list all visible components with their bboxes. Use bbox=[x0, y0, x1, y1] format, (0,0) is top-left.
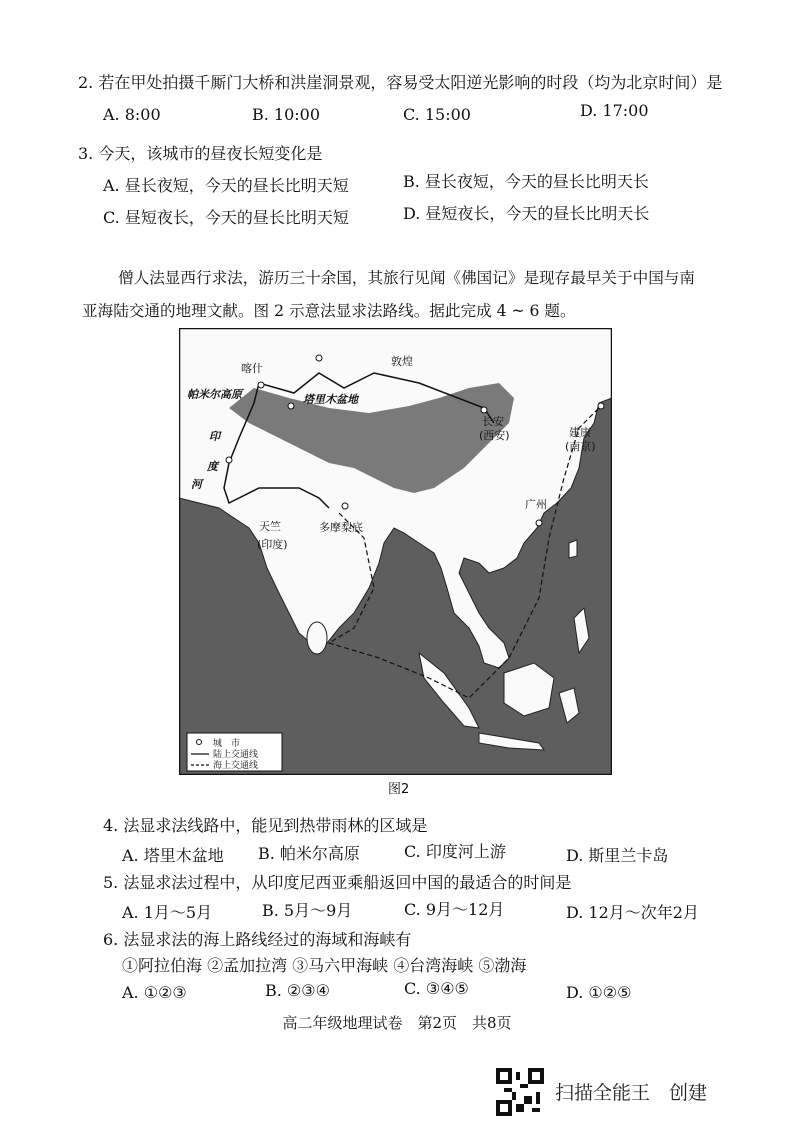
label-changan: 长安 bbox=[482, 415, 504, 428]
taiwan-island bbox=[569, 540, 577, 558]
q2-option-a: A. 8:00 bbox=[103, 105, 161, 124]
label-tianzhu: 天竺 bbox=[259, 520, 281, 533]
city-tarim bbox=[288, 403, 294, 409]
q4-stem: 4. 法显求法线路中，能见到热带雨林的区域是 bbox=[103, 816, 428, 835]
q6-stem: 6. 法显求法的海上路线经过的海域和海峡有 bbox=[103, 930, 412, 949]
page-footer: 高二年级地理试卷 第2页 共8页 bbox=[282, 1014, 512, 1032]
q2-stem: 2. 若在甲处拍摄千厮门大桥和洪崖洞景观，容易受太阳逆光影响的时段（均为北京时间）是 bbox=[78, 73, 723, 92]
label-indus-1: 印 bbox=[209, 430, 220, 443]
q6-option-a: A. ①②③ bbox=[122, 983, 187, 1002]
legend-sea: 海上交通线 bbox=[213, 761, 259, 771]
q6-option-b: B. ②③④ bbox=[265, 981, 330, 1000]
q5-option-d: D. 12月～次年2月 bbox=[566, 903, 699, 922]
passage-line-1: 僧人法显西行求法，游历三十余国，其旅行见闻《佛国记》是现存最早关于中国与南 bbox=[118, 269, 695, 287]
label-tamralipti: 多摩梨底 bbox=[319, 521, 363, 534]
q6-option-c: C. ③④⑤ bbox=[404, 979, 469, 998]
legend-land: 陆上交通线 bbox=[213, 750, 259, 760]
label-guangzhou: 广州 bbox=[525, 498, 547, 511]
passage-line-2: 亚海陆交通的地理文献。图 2 示意法显求法路线。据此完成 4 ~ 6 题。 bbox=[82, 302, 576, 320]
city-changan bbox=[481, 407, 487, 413]
q4-option-a: A. 塔里木盆地 bbox=[122, 846, 224, 865]
q6-option-d: D. ①②⑤ bbox=[566, 983, 632, 1002]
label-tarim: 塔里木盆地 bbox=[303, 393, 358, 406]
q5-stem: 5. 法显求法过程中，从印度尼西亚乘船返回中国的最适合的时间是 bbox=[103, 873, 572, 892]
city-dunhuang-west bbox=[316, 355, 322, 361]
q5-option-a: A. 1月～5月 bbox=[122, 903, 213, 922]
label-indus-2: 度 bbox=[207, 460, 218, 473]
q4-option-c: C. 印度河上游 bbox=[404, 842, 506, 861]
label-tianzhu-sub: (印度) bbox=[257, 538, 288, 551]
q4-option-b: B. 帕米尔高原 bbox=[258, 844, 360, 863]
label-indus-3: 河 bbox=[191, 478, 202, 491]
qr-code-icon bbox=[496, 1068, 544, 1116]
label-jiankang: 建康 bbox=[569, 426, 591, 439]
city-indus bbox=[226, 457, 232, 463]
legend-city-icon bbox=[197, 740, 202, 745]
label-dunhuang: 敦煌 bbox=[391, 355, 413, 368]
city-guangzhou bbox=[536, 520, 542, 526]
legend-city: 城 市 bbox=[213, 739, 241, 749]
q3-stem: 3. 今天，该城市的昼夜长短变化是 bbox=[78, 144, 323, 163]
q5-option-b: B. 5月～9月 bbox=[262, 901, 353, 920]
label-jiankang-sub: (南京) bbox=[565, 440, 596, 453]
city-jiankang bbox=[598, 403, 604, 409]
city-tamralipti bbox=[342, 503, 348, 509]
q3-option-b: B. 昼长夜短，今天的昼长比明天长 bbox=[403, 172, 649, 191]
q6-choices: ①阿拉伯海 ②孟加拉湾 ③马六甲海峡 ④台湾海峡 ⑤渤海 bbox=[122, 956, 527, 975]
figure-caption: 图2 bbox=[388, 782, 410, 797]
sri-lanka-island bbox=[307, 622, 327, 654]
route-map bbox=[179, 328, 612, 775]
city-kashgar bbox=[258, 382, 264, 388]
label-kashgar: 喀什 bbox=[241, 362, 263, 375]
q3-option-a: A. 昼长夜短，今天的昼长比明天短 bbox=[103, 176, 349, 195]
scanner-watermark: 扫描全能王 创建 bbox=[555, 1082, 708, 1104]
label-pamir: 帕米尔高原 bbox=[187, 388, 242, 401]
q2-option-b: B. 10:00 bbox=[252, 105, 321, 124]
q5-option-c: C. 9月～12月 bbox=[404, 900, 505, 919]
q2-option-c: C. 15:00 bbox=[403, 105, 471, 124]
q3-option-c: C. 昼短夜长，今天的昼长比明天短 bbox=[103, 208, 349, 227]
q3-option-d: D. 昼短夜长，今天的昼长比明天长 bbox=[403, 204, 650, 223]
label-changan-sub: (西安) bbox=[479, 429, 510, 442]
q2-option-d: D. 17:00 bbox=[580, 101, 649, 120]
q4-option-d: D. 斯里兰卡岛 bbox=[566, 846, 669, 865]
map-legend bbox=[187, 733, 282, 771]
